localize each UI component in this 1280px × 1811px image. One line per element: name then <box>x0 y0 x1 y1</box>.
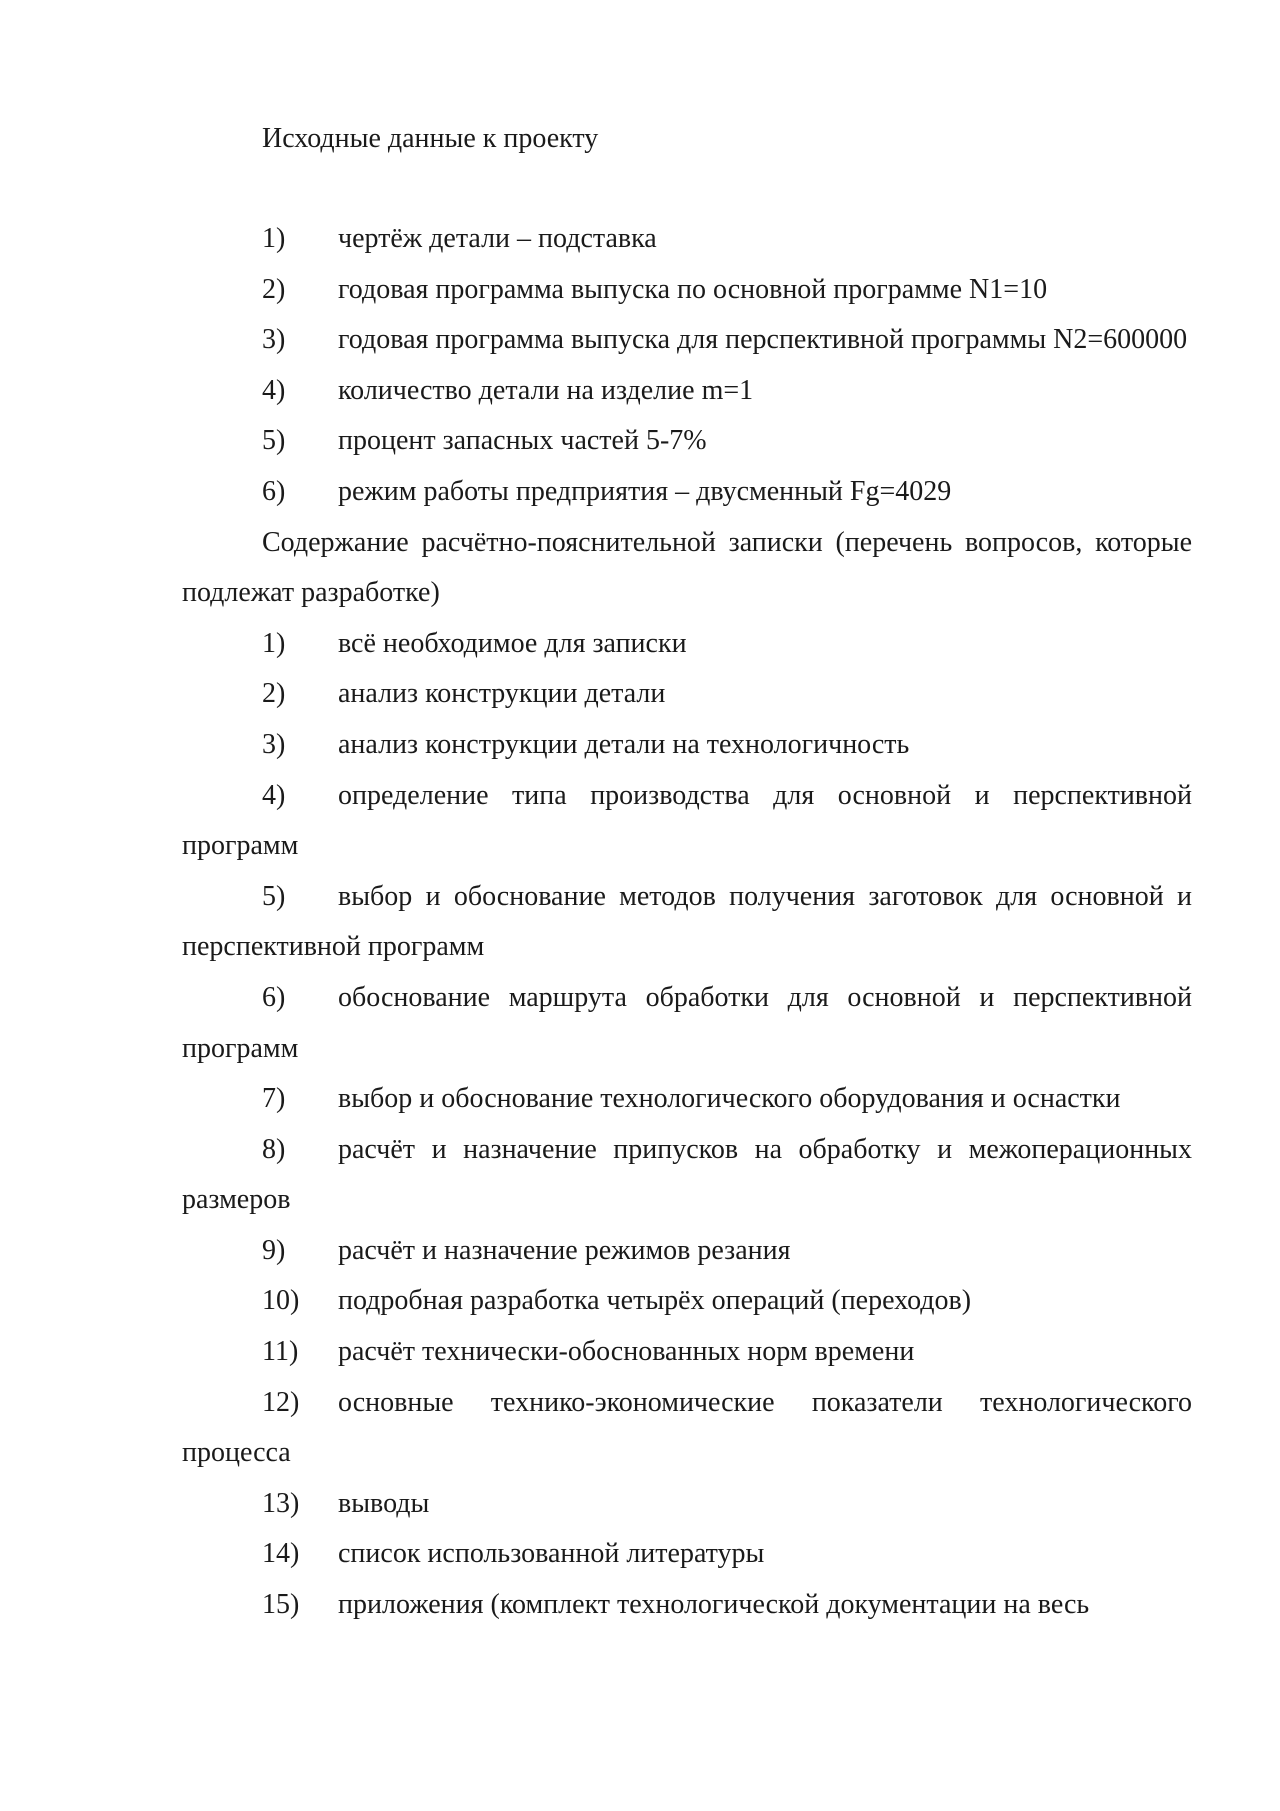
list-item <box>182 669 1192 720</box>
list-text: приложения (комплект технологической документации на весь <box>338 1589 1090 1621</box>
list-text: всё необходимое для записки <box>338 627 687 659</box>
list-text: подробная разработка четырёх операций (переходов) <box>338 1285 972 1317</box>
list-item <box>182 1529 1192 1580</box>
list-number: 8) <box>262 1133 286 1165</box>
list-text: чертёж детали – подставка <box>338 223 657 254</box>
initial-data-list <box>182 214 1192 518</box>
list-item <box>182 771 1192 872</box>
list-text: годовая программа выпуска по основной программе N1=10 <box>338 273 1048 305</box>
list-text: выводы <box>338 1487 430 1519</box>
section-heading-initial-data: Исходные данные к проекту <box>262 123 599 154</box>
list-number: 2) <box>262 678 286 710</box>
list-text: расчёт технически-обоснованных норм времени <box>338 1336 915 1368</box>
list-number: 3) <box>262 728 286 760</box>
list-text: обоснование маршрута обработки для основной и перспективной программ <box>182 981 1192 1064</box>
list-item <box>182 315 1192 366</box>
list-item <box>182 416 1192 467</box>
list-item <box>182 1327 1192 1378</box>
list-number: 13) <box>262 1487 300 1519</box>
document-body <box>182 114 1192 1631</box>
list-number: 5) <box>262 880 286 912</box>
list-item <box>182 1378 1192 1479</box>
list-item <box>182 214 1192 265</box>
list-number: 14) <box>262 1538 300 1570</box>
list-number: 10) <box>262 1285 300 1317</box>
list-number: 1) <box>262 223 286 254</box>
list-text: анализ конструкции детали <box>338 678 666 710</box>
list-number: 7) <box>262 1083 286 1115</box>
list-item <box>182 467 1192 518</box>
list-item <box>182 1479 1192 1530</box>
list-text: основные технико-экономические показатели технологического процесса <box>182 1386 1192 1469</box>
list-item <box>182 1125 1192 1226</box>
list-number: 11) <box>262 1336 299 1368</box>
list-number: 6) <box>262 475 286 507</box>
list-number: 9) <box>262 1234 286 1266</box>
list-item <box>182 1074 1192 1125</box>
list-number: 15) <box>262 1589 300 1621</box>
list-number: 4) <box>262 374 286 406</box>
list-item <box>182 1226 1192 1277</box>
list-item <box>182 1276 1192 1327</box>
list-number: 4) <box>262 779 286 811</box>
blank-line <box>182 164 1192 214</box>
list-text: анализ конструкции детали на технологичность <box>338 728 910 760</box>
list-text: определение типа производства для основной и перспективной программ <box>182 779 1192 862</box>
contents-list <box>182 619 1192 1631</box>
list-item <box>182 872 1192 973</box>
list-number: 6) <box>262 981 286 1013</box>
list-number: 1) <box>262 627 286 659</box>
list-text: выбор и обоснование методов получения заготовок для основной и перспективной программ <box>182 880 1192 963</box>
list-text: расчёт и назначение припусков на обработку и межоперационных размеров <box>182 1133 1192 1216</box>
list-item <box>182 366 1192 417</box>
contents-intro-paragraph: Содержание расчётно-пояснительной записки (перечень вопросов, которые подлежат разработке) <box>182 526 1192 609</box>
list-item <box>182 265 1192 316</box>
list-text: годовая программа выпуска для перспективной программы N2=600000 <box>338 324 1188 356</box>
list-text: список использованной литературы <box>338 1538 765 1570</box>
list-text: режим работы предприятия – двусменный Fg=4029 <box>338 475 952 507</box>
list-text: выбор и обоснование технологического оборудования и оснастки <box>338 1083 1121 1115</box>
list-item <box>182 619 1192 670</box>
list-text: расчёт и назначение режимов резания <box>338 1234 791 1266</box>
list-number: 12) <box>262 1386 300 1418</box>
list-text: процент запасных частей 5-7% <box>338 425 707 457</box>
list-item <box>182 720 1192 771</box>
list-item <box>182 973 1192 1074</box>
list-number: 2) <box>262 273 286 305</box>
list-item <box>182 1580 1192 1631</box>
list-number: 5) <box>262 425 286 457</box>
list-text: количество детали на изделие m=1 <box>338 374 754 406</box>
list-number: 3) <box>262 324 286 356</box>
